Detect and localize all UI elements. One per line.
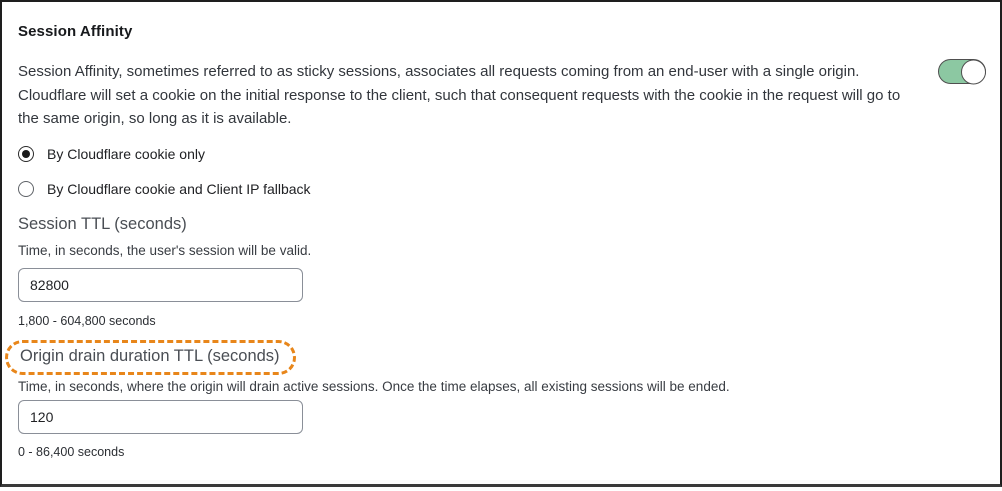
toggle-knob xyxy=(961,59,986,84)
origin-drain-description: Time, in seconds, where the origin will drain active sessions. Once the time elapses, all existing sessions will be ended. xyxy=(18,379,730,394)
session-affinity-toggle[interactable] xyxy=(938,59,986,84)
origin-drain-label: Origin drain duration TTL (seconds) xyxy=(20,347,280,365)
panel-description: Session Affinity, sometimes referred to as sticky sessions, associates all requests coming from an end-user with a single origin. Cloudflare will set a cookie on the initial response to the client, such that consequent requests with the cookie in the request will go to the same origin, so long as it is available. xyxy=(18,63,901,127)
session-ttl-description: Time, in seconds, the user's session will be valid. xyxy=(18,243,312,258)
radio-button-icon[interactable] xyxy=(18,181,34,197)
panel-title: Session Affinity xyxy=(18,23,133,40)
radio-option-label[interactable]: By Cloudflare cookie only xyxy=(47,146,205,162)
origin-drain-input[interactable] xyxy=(18,400,303,434)
radio-option-cookie-only[interactable] xyxy=(18,146,205,162)
session-ttl-label: Session TTL (seconds) xyxy=(18,215,187,233)
radio-option-cookie-ip-fallback[interactable] xyxy=(18,181,311,197)
radio-option-label[interactable]: By Cloudflare cookie and Client IP fallback xyxy=(47,181,311,197)
radio-button-icon[interactable] xyxy=(18,146,34,162)
session-ttl-range-hint: 1,800 - 604,800 seconds xyxy=(18,314,156,328)
origin-drain-range-hint: 0 - 86,400 seconds xyxy=(18,445,125,459)
origin-drain-highlight-annotation xyxy=(5,340,296,375)
session-ttl-input[interactable] xyxy=(18,268,303,302)
